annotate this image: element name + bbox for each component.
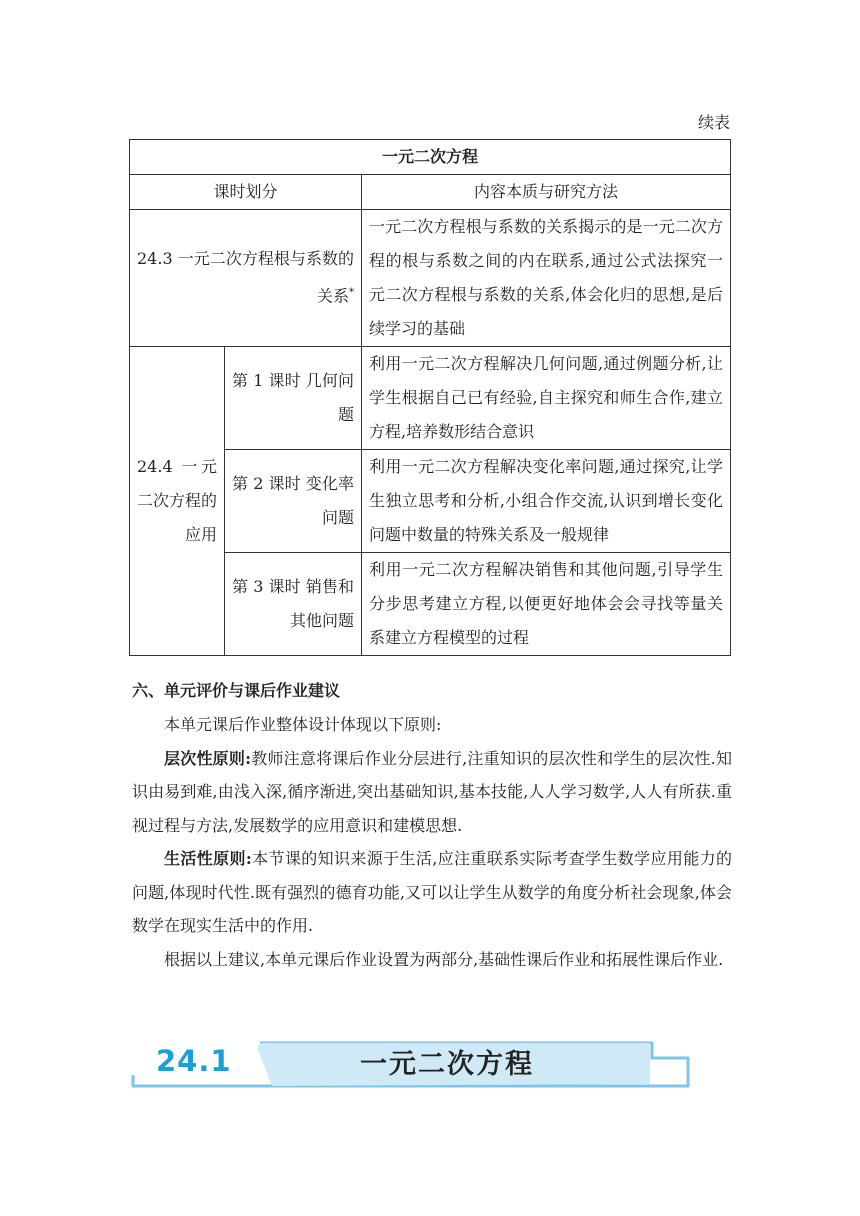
- section-conclusion: 根据以上建议,本单元课后作业设置为两部分,基础性课后作业和拓展性课后作业.: [164, 949, 724, 969]
- sub-lesson-3: 第 3 课时 销售和其他问题: [225, 553, 362, 656]
- table-row: [130, 347, 731, 450]
- content-cell-24-3: 一元二次方程根与系数的关系揭示的是一元二次方程的根与系数之间的内在联系,通过公式法探究一元二次方程根与系数的关系,体会化归的思想,是后续学习的基础: [362, 210, 731, 347]
- section-heading: 六、单元评价与课后作业建议: [132, 681, 341, 700]
- lesson-cell-24-3: [130, 210, 362, 347]
- sub-lesson-1: 第 1 课时 几何问题: [225, 347, 362, 450]
- optional-marker: *: [349, 287, 354, 299]
- principle-hierarchy-title: 层次性原则:: [164, 748, 252, 768]
- evaluation-section: [132, 674, 732, 976]
- lesson-label: 24.3 一元二次方程根与系数的关系: [137, 249, 354, 306]
- principle-life-title: 生活性原则:: [164, 849, 252, 868]
- table-title: 一元二次方程: [130, 140, 731, 175]
- section-title: 一元二次方程: [360, 1049, 534, 1080]
- principle-hierarchy: [132, 742, 732, 843]
- principle-life-text: 本节课的知识来源于生活,应注重联系实际考查学生数学应用能力的问题,体现时代性.既有强烈的德育功能,又可以让学生从数学的角度分析社会现象,体会数学在现实生活中的作用.: [132, 849, 732, 935]
- section-banner: [130, 1040, 690, 1092]
- section-number: 24.1: [156, 1044, 232, 1078]
- continued-label: 续表: [697, 113, 730, 132]
- header-lesson-division: 课时划分: [130, 175, 362, 210]
- table-title-row: [130, 140, 731, 175]
- header-content-method: 内容本质与研究方法: [362, 175, 731, 210]
- sub-content-2: 利用一元二次方程解决变化率问题,通过探究,让学生独立思考和分析,小组合作交流,认识到增长变化问题中数量的特殊关系及一般规律: [362, 450, 731, 553]
- table-row: [130, 210, 731, 347]
- sub-content-3: 利用一元二次方程解决销售和其他问题,引导学生分步思考建立方程,以便更好地体会会寻找等量关系建立方程模型的过程: [362, 553, 731, 656]
- table-header-row: [130, 175, 731, 210]
- principle-life: [132, 842, 732, 943]
- section-intro: 本单元课后作业整体设计体现以下原则:: [164, 715, 442, 734]
- sub-lesson-2: 第 2 课时 变化率问题: [225, 450, 362, 553]
- curriculum-table: [129, 139, 731, 656]
- principle-hierarchy-text: 教师注意将课后作业分层进行,注重知识的层次性和学生的层次性.知识由易到难,由浅入深,循序渐进,突出基础知识,基本技能,人人学习数学,人人有所获.重视过程与方法,发展数学的应用意识和建模思想.: [132, 748, 732, 835]
- lesson-cell-24-4: 24.4 一元二次方程的应用: [130, 347, 225, 656]
- sub-content-1: 利用一元二次方程解决几何问题,通过例题分析,让学生根据自己已有经验,自主探究和师生合作,建立方程,培养数形结合意识: [362, 347, 731, 450]
